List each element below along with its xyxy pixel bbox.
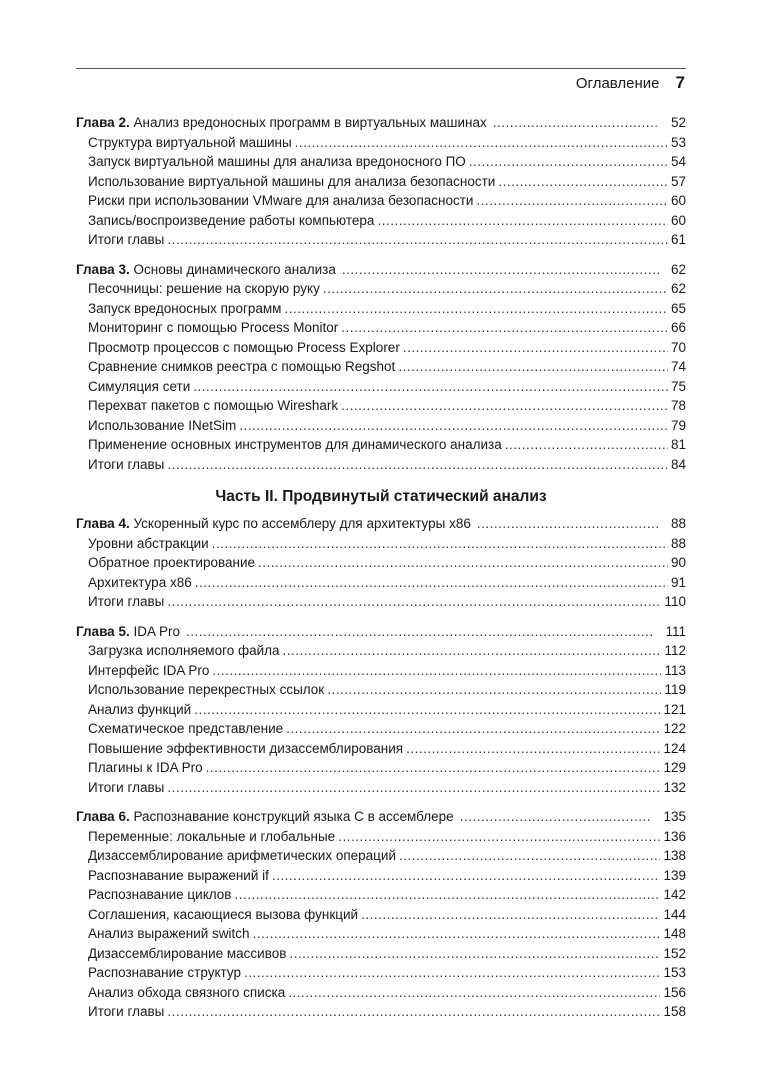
entry-title: Итоги главы	[88, 456, 165, 472]
chapter-page: 88	[670, 516, 686, 531]
chapter-label: Глава 2.	[76, 115, 130, 130]
dot-leader	[186, 622, 653, 642]
entry-title: Анализ выражений switch	[88, 926, 250, 941]
dot-leader	[212, 661, 661, 681]
toc-entry	[76, 924, 686, 944]
entry-title: Обратное проектирование	[88, 555, 256, 570]
entry-page: 53	[670, 134, 686, 150]
entry-title: Анализ обхода связного списка	[88, 984, 286, 1000]
toc-entry	[76, 416, 686, 436]
running-title: Оглавление	[575, 75, 660, 92]
toc-entry	[76, 700, 686, 720]
entry-title: Плагины к IDA Pro	[88, 760, 203, 775]
chapter-page: 62	[670, 261, 686, 277]
toc-entry	[76, 396, 686, 416]
entry-page: 148	[663, 926, 686, 941]
toc-chapter	[76, 622, 686, 798]
dot-leader	[342, 260, 659, 280]
entry-page: 113	[664, 662, 686, 678]
entry-title: Применение основных инструментов для динамического анализа	[88, 437, 502, 452]
entry-page: 110	[664, 594, 686, 609]
chapter-label: Глава 3.	[76, 261, 130, 277]
entry-page: 90	[670, 555, 686, 570]
dot-leader	[283, 641, 662, 661]
dot-leader	[327, 680, 661, 700]
dot-leader	[460, 807, 652, 827]
entry-page: 54	[670, 154, 686, 169]
entry-page: 74	[670, 359, 686, 374]
toc-entry	[76, 963, 686, 983]
chapter-label: Глава 6.	[76, 809, 130, 824]
dot-leader	[167, 592, 661, 612]
chapter-title: IDA Pro	[133, 623, 181, 639]
entry-page: 60	[670, 193, 686, 208]
dot-leader	[377, 211, 668, 231]
entry-title: Распознавание циклов	[88, 887, 232, 902]
toc-chapter	[76, 807, 686, 1022]
toc-entry	[76, 279, 686, 299]
dot-leader	[167, 778, 660, 798]
toc-entry	[76, 357, 686, 377]
entry-page: 119	[664, 682, 686, 697]
running-header	[576, 74, 685, 93]
chapter-page: 111	[665, 623, 686, 639]
dot-leader	[167, 1002, 660, 1022]
toc-entry	[76, 435, 686, 455]
entry-page: 81	[670, 437, 686, 452]
toc-entry	[76, 661, 686, 681]
toc-entry	[76, 944, 686, 964]
toc-entry	[76, 377, 686, 397]
entry-page: 124	[663, 740, 686, 756]
dot-leader	[284, 299, 668, 319]
dot-leader	[212, 534, 668, 554]
toc-entry	[76, 191, 686, 211]
toc-entry	[76, 230, 686, 250]
entry-title: Повышение эффективности дизассемблирования	[88, 740, 404, 756]
toc-entry	[76, 846, 686, 866]
toc-entry	[76, 592, 686, 612]
dot-leader	[398, 357, 668, 377]
table-of-contents	[76, 113, 686, 1032]
dot-leader	[244, 963, 661, 983]
toc-entry	[76, 885, 686, 905]
chapter-title: Анализ вредоносных программ в виртуальных машинах	[133, 115, 487, 130]
entry-title: Просмотр процессов с помощью Process Explorer	[88, 339, 400, 355]
toc-chapter	[76, 113, 686, 250]
toc-entry	[76, 553, 686, 573]
entry-page: 88	[670, 535, 686, 551]
toc-entry	[76, 739, 686, 759]
chapter-title: Ускоренный курс по ассемблеру для архитектуры x86	[133, 516, 471, 531]
entry-page: 152	[663, 945, 686, 961]
toc-entry	[76, 318, 686, 338]
entry-title: Загрузка исполняемого файла	[88, 643, 280, 658]
entry-title: Итоги главы	[88, 1004, 165, 1019]
entry-title: Схематическое представление	[88, 721, 284, 736]
part-title: Часть II. Продвинутый статический анализ	[215, 488, 547, 505]
entry-title: Мониторинг с помощью Process Monitor	[88, 320, 339, 335]
entry-title: Сравнение снимков реестра с помощью Regshot	[88, 359, 396, 374]
entry-title: Риски при использовании VMware для анализа безопасности	[88, 193, 474, 208]
entry-page: 61	[670, 232, 686, 247]
header-rule	[76, 68, 686, 69]
chapter-page: 52	[670, 115, 686, 130]
dot-leader	[403, 338, 668, 358]
entry-title: Симуляция сети	[88, 378, 191, 394]
toc-entry	[76, 573, 686, 593]
entry-page: 121	[663, 701, 686, 717]
entry-title: Итоги главы	[88, 232, 165, 247]
entry-title: Структура виртуальной машины	[88, 134, 292, 150]
toc-entry	[76, 905, 686, 925]
entry-title: Перехват пакетов с помощью Wireshark	[88, 398, 339, 413]
toc-chapter-heading	[76, 807, 686, 827]
chapter-label: Глава 4.	[76, 516, 130, 531]
entry-page: 139	[663, 867, 686, 883]
toc-entry	[76, 827, 686, 847]
entry-title: Итоги главы	[88, 594, 165, 609]
entry-page: 144	[663, 906, 686, 922]
dot-leader	[253, 924, 661, 944]
dot-leader	[361, 905, 660, 925]
entry-page: 60	[670, 212, 686, 228]
dot-leader	[258, 553, 668, 573]
dot-leader	[194, 700, 660, 720]
entry-title: Запуск вредоносных программ	[88, 300, 282, 316]
toc-chapter-heading	[76, 260, 686, 280]
toc-chapter	[76, 260, 686, 475]
entry-page: 75	[670, 378, 686, 394]
toc-chapter-heading	[76, 622, 686, 642]
toc-entry	[76, 1002, 686, 1022]
dot-leader	[406, 739, 660, 759]
page-number: 7	[675, 73, 685, 92]
dot-leader	[477, 514, 659, 534]
entry-page: 142	[663, 887, 686, 902]
dot-leader	[288, 983, 660, 1003]
entry-title: Использование виртуальной машины для анализа безопасности	[88, 173, 496, 189]
dot-leader	[505, 435, 668, 455]
entry-title: Интерфейс IDA Pro	[88, 662, 210, 678]
toc-entry	[76, 211, 686, 231]
toc-entry	[76, 152, 686, 172]
dot-leader	[469, 152, 668, 172]
toc-entry	[76, 719, 686, 739]
toc-chapter-heading	[76, 514, 686, 534]
entry-title: Переменные: локальные и глобальные	[88, 828, 336, 844]
entry-title: Архитектура x86	[88, 574, 192, 590]
dot-leader	[239, 416, 668, 436]
entry-title: Использование INetSim	[88, 417, 237, 433]
entry-title: Распознавание выражений if	[88, 867, 269, 883]
dot-leader	[476, 191, 668, 211]
dot-leader	[399, 846, 660, 866]
toc-entry	[76, 338, 686, 358]
dot-leader	[289, 944, 660, 964]
toc-entry	[76, 455, 686, 475]
toc-entry	[76, 641, 686, 661]
dot-leader	[193, 377, 668, 397]
entry-page: 65	[670, 300, 686, 316]
entry-title: Распознавание структур	[88, 965, 241, 980]
toc-entry	[76, 758, 686, 778]
entry-page: 156	[663, 984, 686, 1000]
entry-page: 62	[670, 281, 686, 296]
dot-leader	[323, 279, 668, 299]
toc-entry	[76, 172, 686, 192]
entry-title: Запись/воспроизведение работы компьютера	[88, 212, 375, 228]
dot-leader	[341, 318, 668, 338]
entry-title: Уровни абстракции	[88, 535, 209, 551]
entry-page: 79	[670, 417, 686, 433]
chapter-title: Основы динамического анализа	[133, 261, 336, 277]
dot-leader	[493, 113, 659, 133]
entry-page: 91	[670, 574, 686, 590]
toc-entry	[76, 133, 686, 153]
entry-title: Соглашения, касающиеся вызова функций	[88, 906, 359, 922]
dot-leader	[341, 396, 668, 416]
entry-page: 136	[663, 828, 686, 844]
toc-entry	[76, 680, 686, 700]
chapter-title: Распознавание конструкций языка C в ассемблере	[133, 809, 454, 824]
entry-page: 66	[670, 320, 686, 335]
toc-entry	[76, 866, 686, 886]
chapter-label: Глава 5.	[76, 623, 130, 639]
dot-leader	[295, 133, 668, 153]
dot-leader	[234, 885, 660, 905]
toc-entry	[76, 778, 686, 798]
entry-title: Дизассемблирование массивов	[88, 945, 287, 961]
entry-page: 122	[663, 721, 686, 736]
entry-page: 153	[663, 965, 686, 980]
entry-page: 70	[670, 339, 686, 355]
toc-chapter	[76, 514, 686, 612]
toc-chapter-heading	[76, 113, 686, 133]
entry-page: 84	[670, 456, 686, 472]
entry-title: Дизассемблирование арифметических операций	[88, 848, 396, 863]
dot-leader	[498, 172, 668, 192]
entry-title: Использование перекрестных ссылок	[88, 682, 325, 697]
dot-leader	[286, 719, 660, 739]
entry-title: Запуск виртуальной машины для анализа вредоносного ПО	[88, 154, 466, 169]
dot-leader	[195, 573, 668, 593]
entry-title: Итоги главы	[88, 779, 165, 795]
entry-page: 112	[664, 643, 686, 658]
entry-page: 129	[663, 760, 686, 775]
entry-title: Песочницы: решение на скорую руку	[88, 281, 320, 296]
entry-page: 158	[663, 1004, 686, 1019]
toc-entry	[76, 983, 686, 1003]
entry-page: 132	[663, 779, 686, 795]
toc-entry	[76, 534, 686, 554]
dot-leader	[272, 866, 661, 886]
dot-leader	[167, 230, 668, 250]
chapter-page: 135	[663, 809, 686, 824]
entry-page: 57	[670, 173, 686, 189]
dot-leader	[206, 758, 661, 778]
dot-leader	[338, 827, 660, 847]
entry-title: Анализ функций	[88, 701, 192, 717]
entry-page: 78	[670, 398, 686, 413]
toc-entry	[76, 299, 686, 319]
entry-page: 138	[663, 848, 686, 863]
dot-leader	[167, 455, 668, 475]
